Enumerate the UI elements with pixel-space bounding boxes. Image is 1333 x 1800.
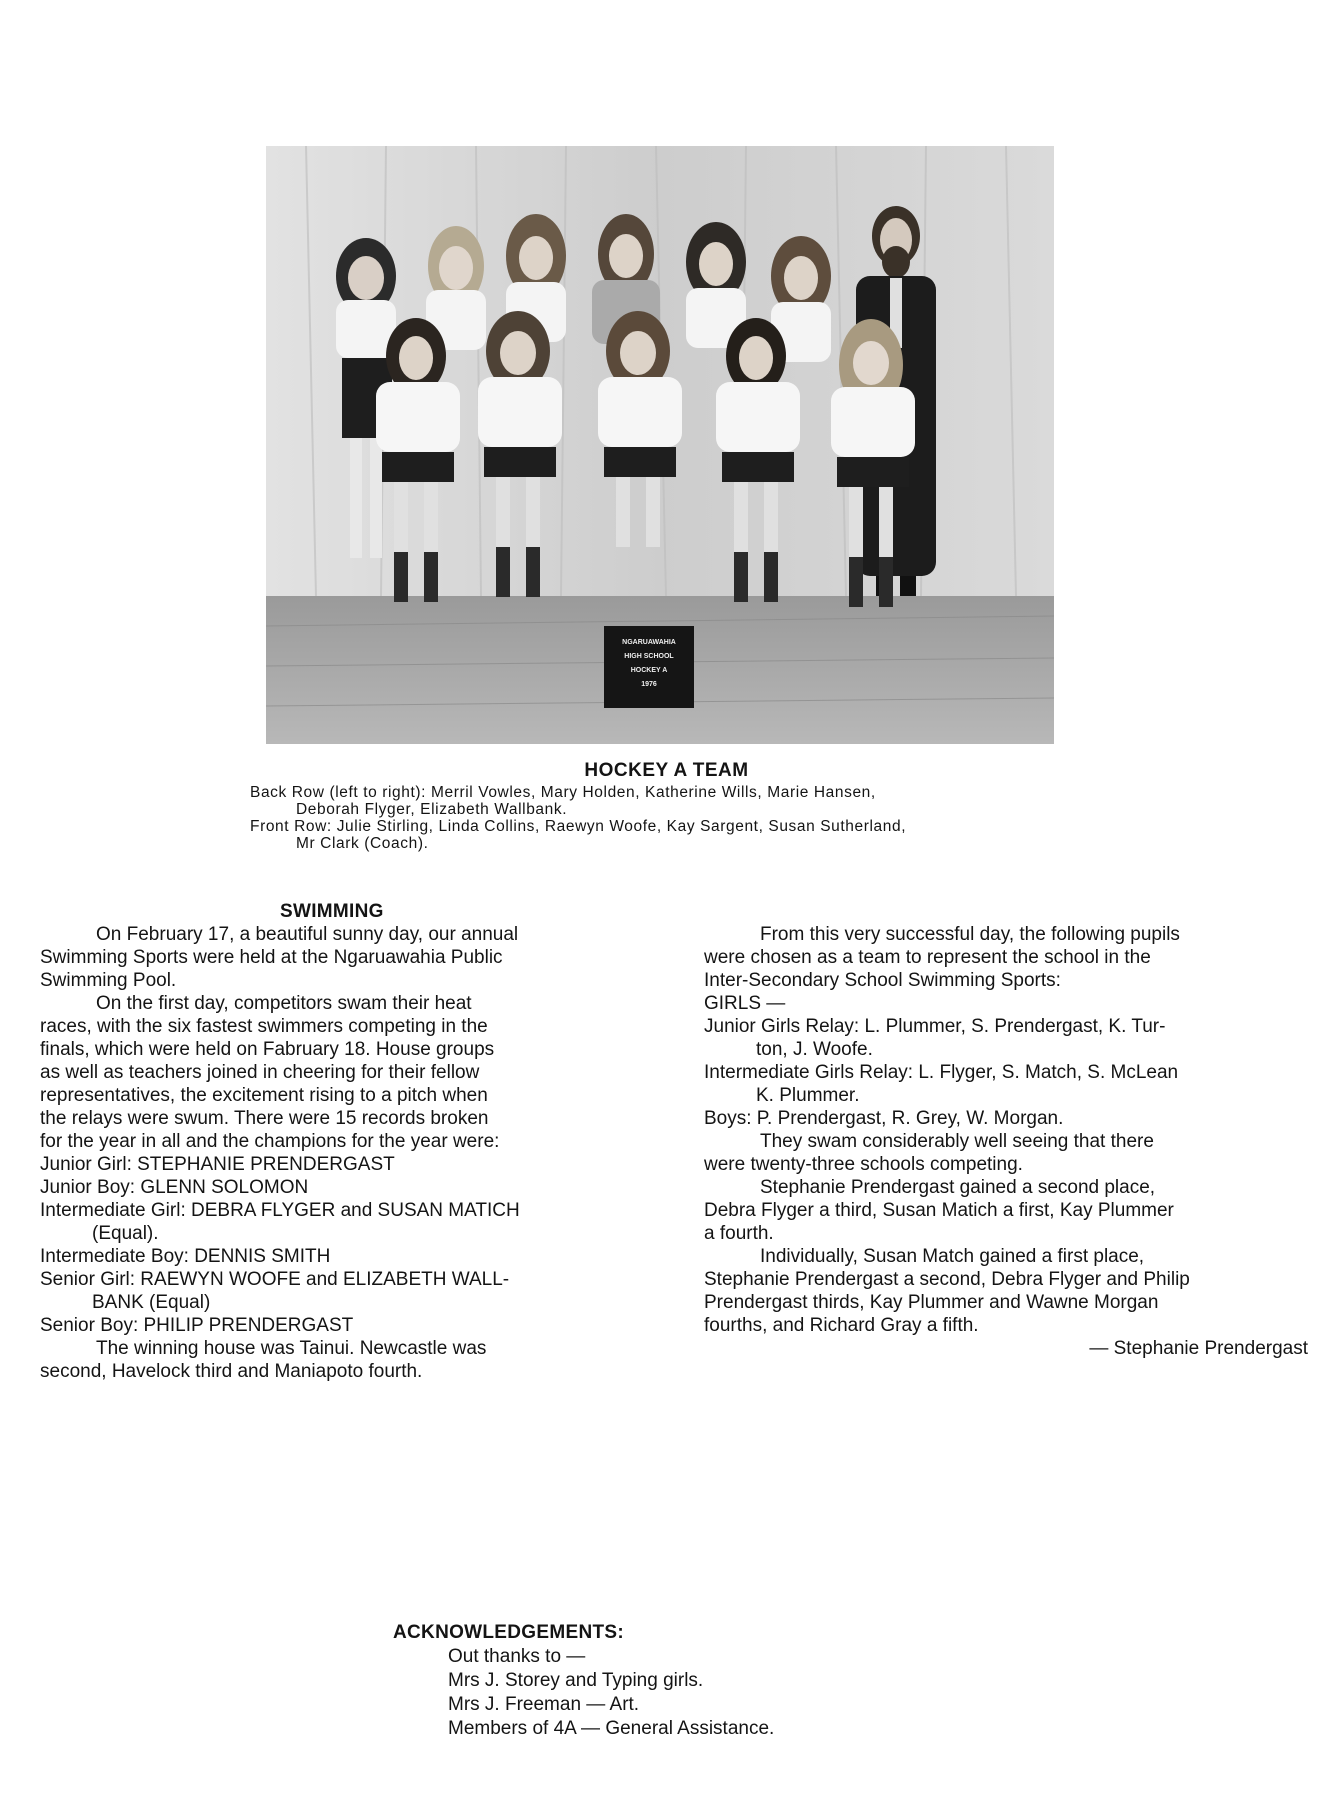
text-line: second, Havelock third and Maniapoto fourth. [40,1361,423,1382]
ack-line: Out thanks to — [448,1646,586,1667]
text-line: Prendergast thirds, Kay Plummer and Wawne Morgan [704,1292,1159,1313]
photo-caption-title: HOCKEY A TEAM [584,760,749,781]
text-line: a fourth. [704,1223,774,1244]
text-line: representatives, the excitement rising to a pitch when [40,1085,488,1106]
team-photo [266,146,1054,744]
text-line: the relays were swum. There were 15 records broken [40,1108,489,1129]
text-line: Debra Flyger a third, Susan Matich a first, Kay Plummer [704,1200,1174,1221]
text-line: Swimming Sports were held at the Ngaruawahia Public [40,947,503,968]
text-line: Boys: P. Prendergast, R. Grey, W. Morgan. [704,1108,1064,1129]
text-line: ton, J. Woofe. [756,1039,873,1060]
sign-line-1: NGARUAWAHIA [622,639,676,646]
sign-line-4: 1976 [641,681,657,688]
text-line: Junior Girls Relay: L. Plummer, S. Prendergast, K. Tur- [704,1016,1166,1037]
caption-line-1: Back Row (left to right): Merril Vowles, Mary Holden, Katherine Wills, Marie Hansen, [250,784,876,801]
text-line: for the year in all and the champions for the year were: [40,1131,500,1152]
text-line: were twenty-three schools competing. [704,1154,1023,1175]
text-line: On the first day, competitors swam their heat [96,993,472,1014]
text-line: (Equal). [92,1223,159,1244]
text-line: Intermediate Boy: DENNIS SMITH [40,1246,331,1267]
swimming-left-column [40,923,520,1383]
text-line: Stephanie Prendergast gained a second place, [760,1177,1156,1198]
caption-line-2: Deborah Flyger, Elizabeth Wallbank. [296,801,568,818]
text-line: Senior Boy: PHILIP PRENDERGAST [40,1315,354,1336]
article-author: — Stephanie Prendergast [1089,1338,1308,1359]
ack-line: Mrs J. Storey and Typing girls. [448,1670,704,1691]
text-line: GIRLS — [704,993,786,1014]
text-line: BANK (Equal) [92,1292,211,1313]
text-line: as well as teachers joined in cheering for their fellow [40,1062,480,1083]
text-line: Individually, Susan Match gained a first place, [760,1246,1145,1267]
text-line: K. Plummer. [756,1085,860,1106]
text-line: Inter-Secondary School Swimming Sports: [704,970,1061,991]
text-line: Junior Girl: STEPHANIE PRENDERGAST [40,1154,395,1175]
ack-line: Mrs J. Freeman — Art. [448,1694,640,1715]
text-line: They swam considerably well seeing that there [760,1131,1154,1152]
team-sign [604,626,694,708]
text-line: The winning house was Tainui. Newcastle was [96,1338,487,1359]
text-line: races, with the six fastest swimmers competing in the [40,1016,488,1037]
acknowledgements-list [448,1645,774,1741]
text-line: On February 17, a beautiful sunny day, our annual [96,924,519,945]
acknowledgements-heading: ACKNOWLEDGEMENTS: [393,1622,624,1643]
swimming-heading: SWIMMING [280,901,384,922]
caption-line-4: Mr Clark (Coach). [296,835,429,852]
text-line: From this very successful day, the following pupils [760,924,1180,945]
sign-line-2: HIGH SCHOOL [624,653,674,660]
text-line: Intermediate Girls Relay: L. Flyger, S. Match, S. McLean [704,1062,1179,1083]
swimming-right-column [704,923,1308,1360]
sign-line-3: HOCKEY A [630,667,668,674]
text-line: Swimming Pool. [40,970,177,991]
text-line: fourths, and Richard Gray a fifth. [704,1315,979,1336]
caption-line-3: Front Row: Julie Stirling, Linda Collins, Raewyn Woofe, Kay Sargent, Susan Sutherland, [250,818,907,835]
text-line: were chosen as a team to represent the school in the [704,947,1151,968]
text-line: finals, which were held on Fabruary 18. House groups [40,1039,495,1060]
ack-line: Members of 4A — General Assistance. [448,1718,775,1739]
text-line: Intermediate Girl: DEBRA FLYGER and SUSAN MATICH [40,1200,520,1221]
text-line: Stephanie Prendergast a second, Debra Flyger and Philip [704,1269,1190,1290]
text-line: Senior Girl: RAEWYN WOOFE and ELIZABETH WALL- [40,1269,510,1290]
text-line: Junior Boy: GLENN SOLOMON [40,1177,309,1198]
